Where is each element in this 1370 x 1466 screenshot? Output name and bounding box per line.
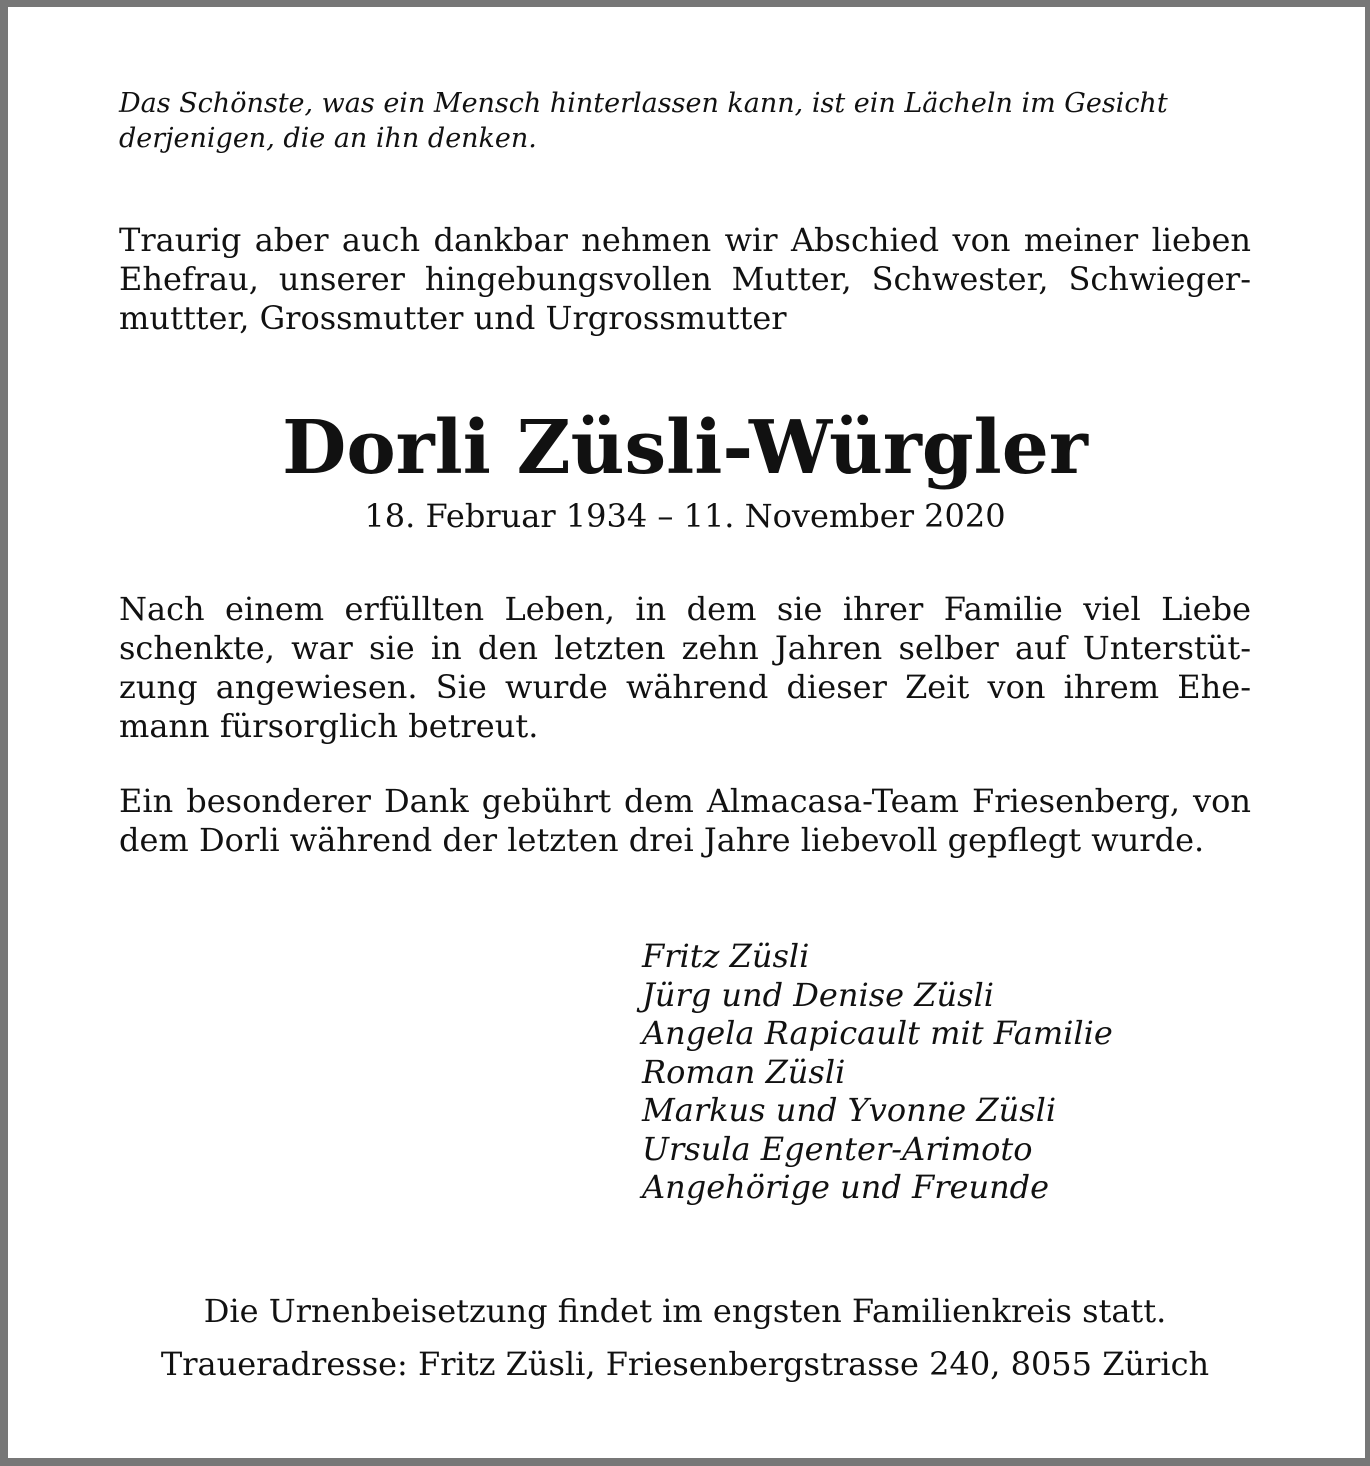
memorial-quote [119,86,1251,156]
signatory: Markus und Yvonne Züsli [642,1091,1057,1129]
deceased-name: Dorli Züsli-Würgler [282,405,1088,491]
paragraph-line: schenkte, war sie in den letzten zehn Jahren selber auf Unterstüt- [119,629,1251,667]
signatory: Jürg und Denise Züsli [642,975,994,1014]
quote-line: Das Schönste, was ein Mensch hinterlassen kann, ist ein Lächeln im Gesicht [119,88,1168,119]
paragraph-line: zung angewiesen. Sie wurde während dieser Zeit von ihrem Ehe- [119,668,1251,706]
paragraph-line: von dem Dorli während der letzten drei Jahre liebevoll gepflegt [119,782,1251,859]
signatories-list [642,937,1113,1207]
signatory: Fritz Züsli [642,937,810,975]
life-paragraph [119,590,1251,746]
intro-line: muttter, Grossmutter und Urgrossmutter [119,299,787,337]
signatory: Roman Züsli [642,1052,846,1091]
burial-notice: Die Urnenbeisetzung findet im engsten Familienkreis statt. [203,1292,1167,1330]
intro-line: Traurig aber auch dankbar nehmen wir Abschied von meiner lieben [119,221,1251,259]
paragraph-line: wurde. [1091,821,1205,859]
paragraph-line: Nach einem erfüllten Leben, in dem sie ihrer Familie viel Liebe [119,590,1251,628]
mourning-address: Traueradresse: Fritz Züsli, Friesenbergstrasse 240, 8055 Zürich [160,1345,1210,1383]
signatory: Ursula Egenter-Arimoto [642,1129,1033,1168]
signatory: Angela Rapicault mit Familie [642,1014,1113,1052]
thanks-paragraph [119,782,1251,860]
quote-line: derjenigen, die an ihn denken. [119,123,537,154]
paragraph-line: Ein besonderer Dank gebührt dem Almacasa-Team Friesenberg, [119,782,1181,820]
intro-line: Ehefrau, unserer hingebungsvollen Mutter, Schwester, Schwieger- [119,260,1251,298]
intro-paragraph [119,221,1251,338]
paragraph-line: mann fürsorglich betreut. [119,707,539,745]
life-dates: 18. Februar 1934 – 11. November 2020 [364,497,1006,535]
signatory: Angehörige und Freunde [642,1168,1050,1206]
